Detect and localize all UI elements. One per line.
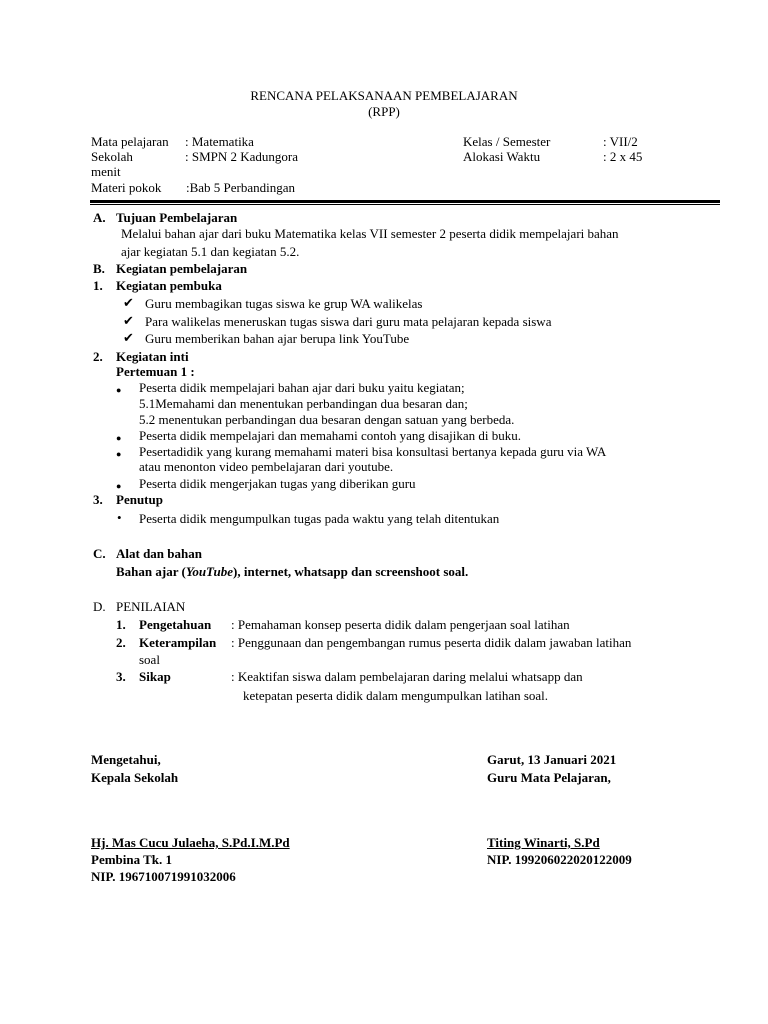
sekolah-value: : SMPN 2 Kadungora xyxy=(185,149,299,164)
menit-text: menit xyxy=(91,164,121,179)
check-icon: ✔ xyxy=(123,295,134,310)
section-c-text-italic: YouTube xyxy=(185,564,234,579)
materi-value: :Bab 5 Perbandingan xyxy=(186,180,296,195)
section-c-text xyxy=(116,564,468,580)
alokasi-label: Alokasi Waktu xyxy=(463,149,541,164)
section-a-letter: A. xyxy=(93,210,106,225)
inti-item-cont: atau menonton video pembelajaran dari youtube. xyxy=(139,459,394,474)
penilaian-label: Pengetahuan xyxy=(139,617,212,632)
pembuka-item: Guru membagikan tugas siswa ke grup WA walikelas xyxy=(145,296,423,311)
sekolah-label: Sekolah xyxy=(91,149,133,164)
sign-left-nip: NIP. 196710071991032006 xyxy=(91,869,236,884)
pertemuan-label: Pertemuan 1 : xyxy=(116,364,195,379)
penutup-item: Peserta didik mengumpulkan tugas pada waktu yang telah ditentukan xyxy=(139,511,500,526)
check-icon: ✔ xyxy=(123,313,134,328)
penilaian-label: Sikap xyxy=(139,669,171,684)
penilaian-text: : Pemahaman konsep peserta didik dalam pengerjaan soal latihan xyxy=(231,617,570,632)
sign-right-line2: Guru Mata Pelajaran, xyxy=(487,770,611,785)
check-icon: ✔ xyxy=(123,330,134,345)
penilaian-number: 3. xyxy=(116,669,126,684)
sign-right-name: Titing Winarti, S.Pd xyxy=(487,835,600,850)
bullet-icon: ● xyxy=(116,449,122,459)
section-c-letter: C. xyxy=(93,546,106,561)
mapel-value: : Matematika xyxy=(185,134,254,149)
pembuka-item: Guru memberikan bahan ajar berupa link YouTube xyxy=(145,331,410,346)
section-d-title: PENILAIAN xyxy=(116,599,186,614)
inti-item: Peserta didik mengerjakan tugas yang diberikan guru xyxy=(139,476,416,491)
penilaian-text: : Penggunaan dan pengembangan rumus peserta didik dalam jawaban latihan xyxy=(231,635,632,650)
penilaian-text-cont: ketepatan peserta didik dalam mengumpulkan latihan soal. xyxy=(243,688,549,703)
inti-item-cont: 5.2 menentukan perbandingan dua besaran dengan satuan yang berbeda. xyxy=(139,412,515,427)
sign-left-line1: Mengetahui, xyxy=(91,752,161,767)
sign-left-rank: Pembina Tk. 1 xyxy=(91,852,173,867)
penilaian-label: Keterampilan xyxy=(139,635,217,650)
pembuka-item: Para walikelas meneruskan tugas siswa dari guru mata pelajaran kepada siswa xyxy=(145,314,552,329)
section-a-text-line1: Melalui bahan ajar dari buku Matematika kelas VII semester 2 peserta didik mempelajari bahan xyxy=(121,226,619,241)
penutup-number: 3. xyxy=(93,492,103,507)
sign-left-line2: Kepala Sekolah xyxy=(91,770,179,785)
section-a-text-line2: ajar kegiatan 5.1 dan kegiatan 5.2. xyxy=(121,244,300,259)
sign-left-name: Hj. Mas Cucu Julaeha, S.Pd.I.M.Pd xyxy=(91,835,290,850)
sign-right-line1: Garut, 13 Januari 2021 xyxy=(487,752,617,767)
pembuka-title: Kegiatan pembuka xyxy=(116,278,222,293)
mapel-label: Mata pelajaran xyxy=(91,134,169,149)
inti-item-cont: 5.1Memahami dan menentukan perbandingan dua besaran dan; xyxy=(139,396,468,411)
bullet-icon: • xyxy=(117,510,122,525)
kelas-label: Kelas / Semester xyxy=(463,134,551,149)
penutup-title: Penutup xyxy=(116,492,163,507)
materi-label: Materi pokok xyxy=(91,180,162,195)
inti-number: 2. xyxy=(93,349,103,364)
inti-title: Kegiatan inti xyxy=(116,349,189,364)
bullet-icon: ● xyxy=(116,385,122,395)
kelas-value: : VII/2 xyxy=(603,134,638,149)
header-rule-thin xyxy=(90,204,720,205)
alokasi-value: : 2 x 45 xyxy=(603,149,643,164)
section-b-title: Kegiatan pembelajaran xyxy=(116,261,248,276)
document-subtitle: (RPP) xyxy=(368,104,400,119)
penilaian-text-cont: soal xyxy=(139,652,160,667)
section-c-text-post: ), internet, whatsapp dan screenshoot soal. xyxy=(233,564,469,579)
section-d-letter: D. xyxy=(93,599,106,614)
section-b-letter: B. xyxy=(93,261,105,276)
penilaian-number: 1. xyxy=(116,617,126,632)
document-title: RENCANA PELAKSANAAN PEMBELAJARAN xyxy=(250,88,518,103)
header-rule-thick xyxy=(90,200,720,203)
section-c-text-pre: Bahan ajar ( xyxy=(116,564,186,579)
bullet-icon: ● xyxy=(116,481,122,491)
penilaian-number: 2. xyxy=(116,635,126,650)
bullet-icon: ● xyxy=(116,433,122,443)
inti-item: Peserta didik mempelajari bahan ajar dari buku yaitu kegiatan; xyxy=(139,380,465,395)
section-c-title: Alat dan bahan xyxy=(116,546,202,561)
penilaian-text: : Keaktifan siswa dalam pembelajaran daring melalui whatsapp dan xyxy=(231,669,583,684)
inti-item: Pesertadidik yang kurang memahami materi bisa konsultasi bertanya kepada guru via WA xyxy=(139,444,607,459)
pembuka-number: 1. xyxy=(93,278,103,293)
section-a-title: Tujuan Pembelajaran xyxy=(116,210,238,225)
inti-item: Peserta didik mempelajari dan memahami contoh yang disajikan di buku. xyxy=(139,428,521,443)
sign-right-nip: NIP. 199206022020122009 xyxy=(487,852,632,867)
